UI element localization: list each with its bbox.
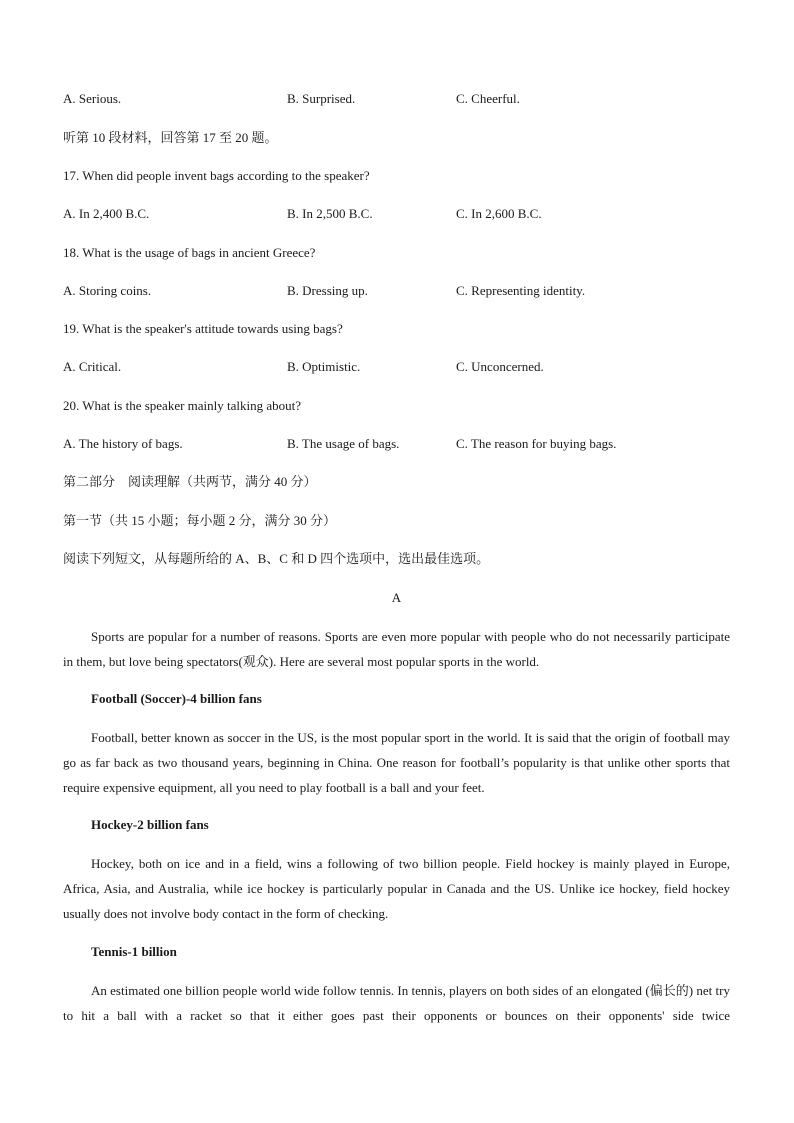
q19-option-b: B. Optimistic. [287, 359, 361, 374]
q20-option-b: B. The usage of bags. [287, 436, 400, 451]
q19-option-c: C. Unconcerned. [456, 359, 544, 374]
section-10-instruction: 听第 10 段材料，回答第 17 至 20 题。 [63, 130, 278, 145]
passage-letter: A [391, 590, 402, 605]
football-heading: Football (Soccer)-4 billion fans [91, 691, 262, 706]
tennis-paragraph: An estimated one billion people world wide follow tennis. In tennis, players on both sides of an elongated (偏长的) net try to hit a ball with a racket so that it either goes past their opponents or bounces on their opponents' side twice [63, 983, 730, 1023]
q19-option-a: A. Critical. [63, 359, 122, 374]
question-20: 20. What is the speaker mainly talking about? [63, 398, 302, 413]
q18-option-b: B. Dressing up. [287, 283, 368, 298]
q17-option-a: A. In 2,400 B.C. [63, 206, 150, 221]
q17-option-c: C. In 2,600 B.C. [456, 206, 542, 221]
question-18: 18. What is the usage of bags in ancient Greece? [63, 245, 316, 260]
passage-intro: Sports are popular for a number of reasons. Sports are even more popular with people who do not necessarily participate in them, but love being spectators(观众). Here are several most popular sports in the world. [63, 629, 730, 669]
question-19: 19. What is the speaker's attitude towards using bags? [63, 321, 343, 336]
reading-instruction: 阅读下列短文，从每题所给的 A、B、C 和 D 四个选项中，选出最佳选项。 [63, 551, 490, 566]
q17-option-b: B. In 2,500 B.C. [287, 206, 373, 221]
tennis-heading: Tennis-1 billion [91, 944, 177, 959]
hockey-heading: Hockey-2 billion fans [91, 817, 209, 832]
hockey-paragraph: Hockey, both on ice and in a field, wins a following of two billion people. Field hockey is mainly played in Europe, Africa, Asia, and Australia, while ice hockey is particularly popular in Canada and the US. Unlike ice hockey, field hockey usually does not involve body contact in the form of checking. [63, 856, 730, 921]
q18-option-c: C. Representing identity. [456, 283, 586, 298]
q20-option-c: C. The reason for buying bags. [456, 436, 617, 451]
q16-option-a: A. Serious. [63, 91, 122, 106]
section-one-title: 第一节（共 15 小题；每小题 2 分，满分 30 分） [63, 513, 337, 528]
question-17: 17. When did people invent bags according to the speaker? [63, 168, 370, 183]
q18-option-a: A. Storing coins. [63, 283, 152, 298]
q20-option-a: A. The history of bags. [63, 436, 183, 451]
q16-option-b: B. Surprised. [287, 91, 356, 106]
football-paragraph: Football, better known as soccer in the US, is the most popular sport in the world. It is said that the origin of football may go as far back as two thousand years, beginning in China. One reason for football’s popularity is that unlike other sports that require expensive equipment, all you need to play football is a ball and your feet. [63, 730, 730, 795]
q16-option-c: C. Cheerful. [456, 91, 520, 106]
part-two-title: 第二部分 阅读理解（共两节，满分 40 分） [63, 474, 317, 489]
